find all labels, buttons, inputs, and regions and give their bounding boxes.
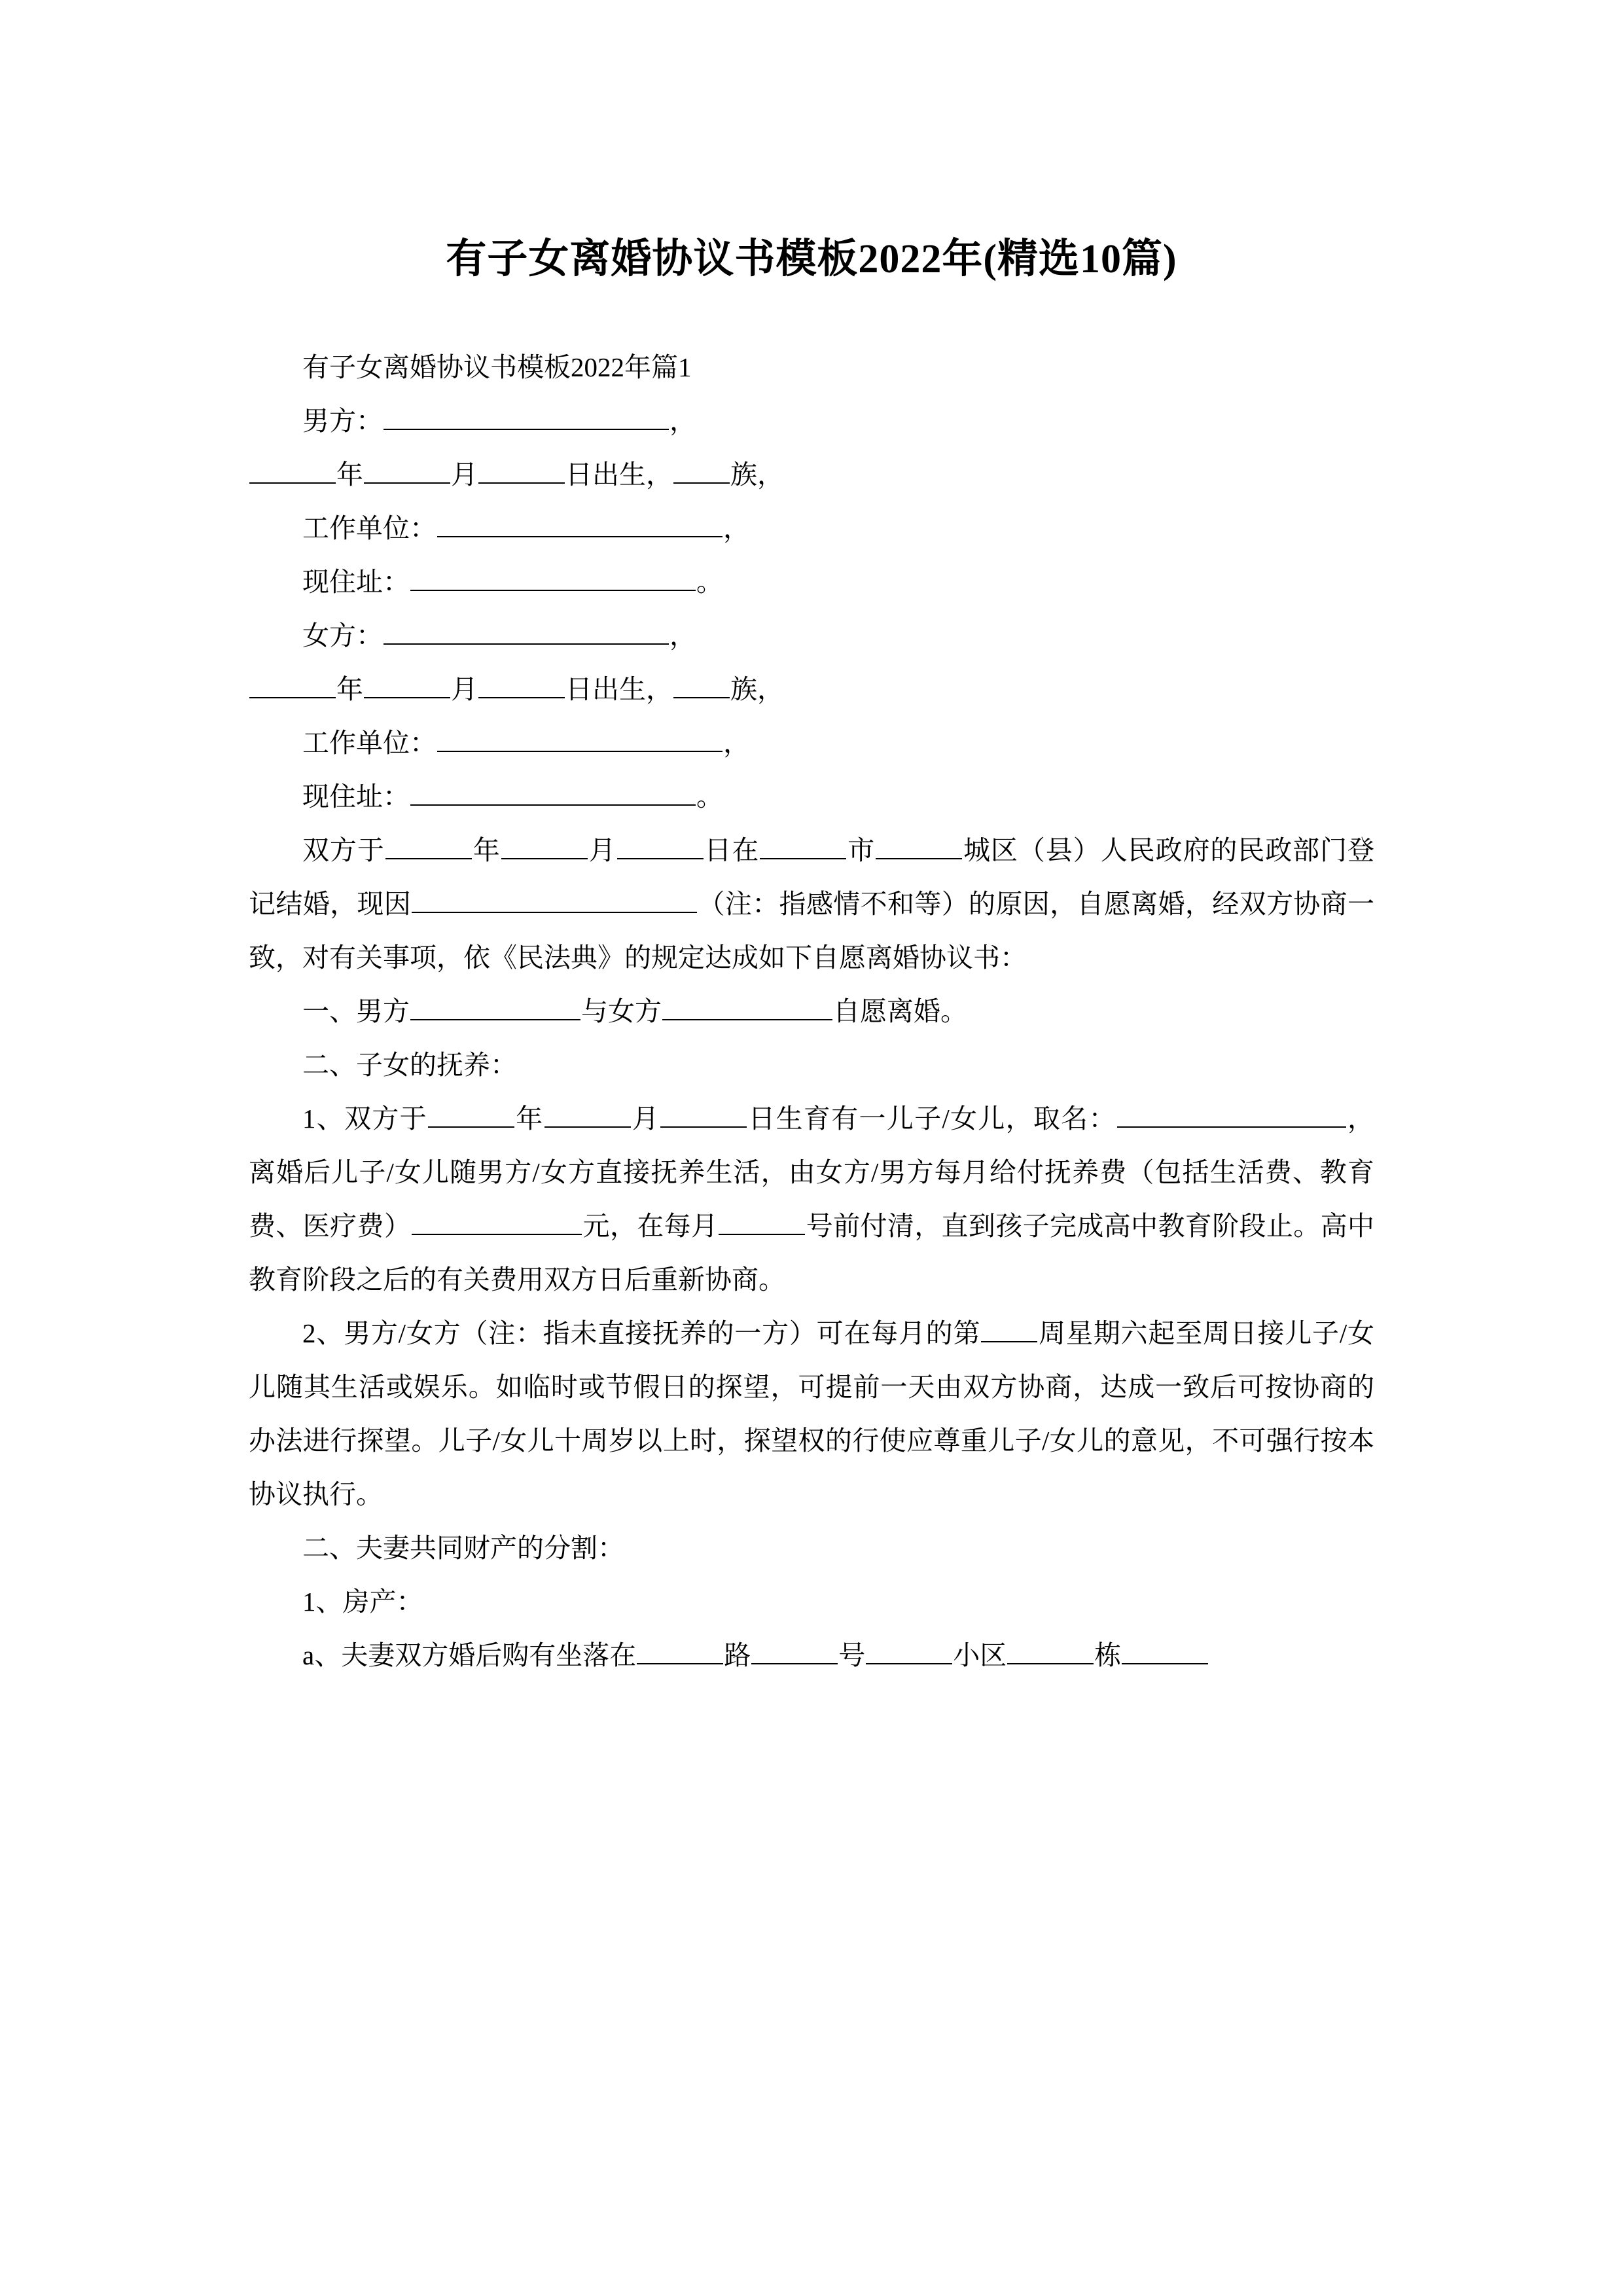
clause-two-heading [249, 1038, 1374, 1092]
male-address-blank[interactable] [410, 564, 696, 591]
clause-one-female-blank[interactable] [662, 993, 832, 1020]
c2i1-p4: 日生育有一儿子/女儿，取名： [747, 1103, 1116, 1134]
female-party-label: 女方： [302, 620, 383, 651]
male-birth-year-blank[interactable] [249, 456, 336, 484]
female-workunit-blank[interactable] [437, 725, 722, 752]
property-community-blank[interactable] [866, 1637, 952, 1664]
c2i1-p7: 号前付清，直到孩子完成高中教育阶段止。高中教育阶段之后的有关费用双方日后重新协商。 [249, 1211, 1375, 1295]
child-name-blank[interactable] [1117, 1100, 1346, 1128]
c2i2-p1: 2、男方/女方（注：指未直接抚养的一方）可在每月的第 [302, 1318, 981, 1348]
clause-one [249, 984, 1374, 1038]
male-birth-day-blank[interactable] [478, 456, 565, 484]
clause-three-heading-text: 二、夫妻共同财产的分割： [302, 1533, 624, 1563]
c2i1-p2: 年 [514, 1103, 544, 1134]
marriage-day-blank[interactable] [617, 832, 704, 859]
property-extra-blank[interactable] [1122, 1637, 1208, 1664]
male-party-birth-line [249, 448, 1374, 501]
clause-one-male-blank[interactable] [410, 993, 580, 1020]
male-birth-year-label: 年 [336, 459, 363, 490]
marriage-month-blank[interactable] [501, 832, 588, 859]
payment-day-blank[interactable] [719, 1208, 805, 1235]
support-amount-blank[interactable] [412, 1208, 582, 1235]
c2i1-p6: 元，在每月 [582, 1211, 719, 1241]
clause-one-p2: 与女方 [581, 996, 662, 1026]
clause-two-item-one [249, 1092, 1374, 1306]
property-road-blank[interactable] [637, 1637, 723, 1664]
clause-one-p1: 一、男方 [302, 996, 410, 1026]
female-birth-month-blank[interactable] [364, 671, 450, 698]
marriage-p3: 月 [588, 835, 616, 865]
clause-three-heading [249, 1521, 1374, 1575]
female-ethnicity-label: 族， [730, 674, 784, 704]
male-name-punct: ， [669, 406, 696, 436]
female-name-blank[interactable] [383, 617, 669, 645]
c3a-p2: 路 [724, 1640, 751, 1670]
marriage-year-blank[interactable] [385, 832, 472, 859]
child-birth-year-blank[interactable] [428, 1100, 514, 1128]
male-address-label: 现住址： [302, 567, 410, 597]
marriage-p6: 城区（县）人民政府的民政部门登记结婚，现因 [249, 835, 1375, 919]
child-birth-day-blank[interactable] [660, 1100, 747, 1128]
male-workunit-label: 工作单位： [302, 513, 437, 543]
document-body [249, 340, 1374, 1682]
male-address-punct: 。 [696, 567, 723, 597]
property-number-blank[interactable] [751, 1637, 838, 1664]
female-party-workunit-line [249, 716, 1374, 770]
c3a-p3: 号 [838, 1640, 866, 1670]
marriage-p7: （注：指感情不和等）的原因，自愿离婚，经双方协商一致，对有关事项，依《民法典》的规定达成如下自愿离婚协议书： [249, 889, 1375, 973]
c2i1-p1: 1、双方于 [302, 1103, 427, 1134]
marriage-p1: 双方于 [302, 835, 385, 865]
c3a-p1: a、夫妻双方婚后购有坐落在 [302, 1640, 637, 1670]
female-party-birth-line [249, 662, 1374, 716]
marriage-p5: 市 [847, 835, 876, 865]
female-birth-day-blank[interactable] [478, 671, 565, 698]
marriage-registration-paragraph [249, 823, 1374, 984]
section-heading-text: 有子女离婚协议书模板2022年篇1 [302, 352, 692, 382]
male-party-name-line [249, 394, 1374, 448]
clause-two-heading-text: 二、子女的抚养： [302, 1050, 517, 1080]
male-name-blank[interactable] [383, 403, 669, 430]
marriage-reason-blank[interactable] [412, 886, 697, 913]
child-birth-month-blank[interactable] [544, 1100, 631, 1128]
male-ethnicity-blank[interactable] [673, 456, 730, 484]
marriage-p2: 年 [472, 835, 501, 865]
male-party-label: 男方： [302, 406, 383, 436]
visitation-week-blank[interactable] [981, 1315, 1037, 1342]
clause-three-sub-heading [249, 1575, 1374, 1628]
section-heading [249, 340, 1374, 394]
c3a-p5: 栋 [1094, 1640, 1122, 1670]
page-title: 有子女离婚协议书模板2022年(精选10篇) [446, 236, 1177, 281]
marriage-city-blank[interactable] [760, 832, 846, 859]
c2i1-p5: ，离婚后儿子/女儿随男方/女方直接抚养生活，由女方/男方每月给付抚养费（包括生活费、教育费、医疗费） [249, 1103, 1375, 1241]
male-workunit-blank[interactable] [437, 510, 722, 537]
clause-three-item-a [249, 1628, 1374, 1682]
female-name-punct: ， [669, 620, 696, 651]
female-address-label: 现住址： [302, 781, 410, 812]
female-address-blank[interactable] [410, 778, 696, 806]
c2i1-p3: 月 [631, 1103, 660, 1134]
female-workunit-punct: ， [723, 728, 750, 758]
female-party-name-line [249, 609, 1374, 662]
male-ethnicity-label: 族， [730, 459, 784, 490]
male-party-address-line [249, 555, 1374, 609]
female-address-punct: 。 [696, 781, 723, 812]
c3a-p4: 小区 [953, 1640, 1007, 1670]
clause-three-sub-heading-text: 1、房产： [302, 1587, 423, 1617]
marriage-district-blank[interactable] [876, 832, 962, 859]
male-party-workunit-line [249, 501, 1374, 555]
female-birth-year-label: 年 [336, 674, 363, 704]
male-birth-month-blank[interactable] [364, 456, 450, 484]
clause-one-p3: 自愿离婚。 [833, 996, 967, 1026]
property-building-blank[interactable] [1007, 1637, 1094, 1664]
female-ethnicity-blank[interactable] [673, 671, 730, 698]
clause-two-item-two [249, 1306, 1374, 1521]
male-birth-day-label: 日出生， [565, 459, 673, 490]
female-birth-year-blank[interactable] [249, 671, 336, 698]
female-party-address-line [249, 770, 1374, 823]
marriage-p4: 日在 [704, 835, 760, 865]
male-birth-month-label: 月 [451, 459, 478, 490]
male-workunit-punct: ， [723, 513, 750, 543]
c2i2-p2: 周星期六起至周日接儿子/女儿随其生活或娱乐。如临时或节假日的探望，可提前一天由双方协商，达成一致后可按协商的办法进行探望。儿子/女儿十周岁以上时，探望权的行使应尊重儿子/女儿的意见，不可强行按本协议执行。 [249, 1318, 1375, 1509]
female-workunit-label: 工作单位： [302, 728, 437, 758]
female-birth-day-label: 日出生， [565, 674, 673, 704]
female-birth-month-label: 月 [451, 674, 478, 704]
